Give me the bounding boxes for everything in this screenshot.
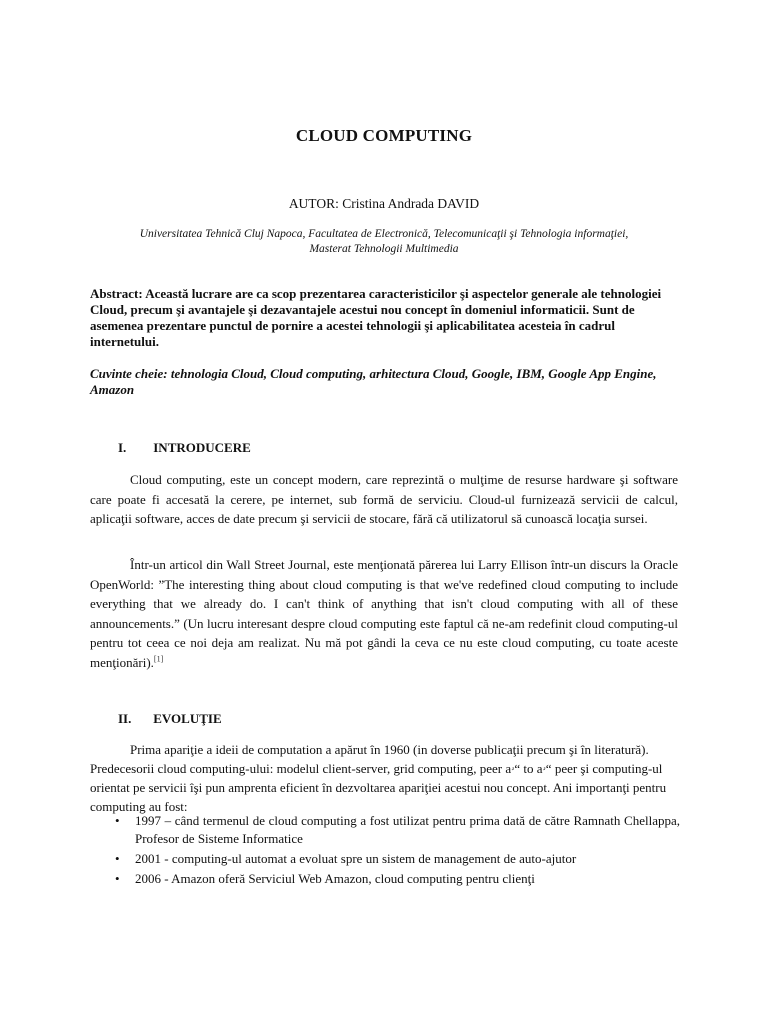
affiliation-line-2: Masterat Tehnologii Multimedia xyxy=(309,243,459,255)
list-item-text: 1997 – când termenul de cloud computing a fost utilizat pentru prima dată de către Ramnath Chellappa, Profesor de Sisteme Informatice xyxy=(135,813,680,846)
section-heading-evolutie xyxy=(118,711,222,727)
list-item xyxy=(115,812,680,848)
section-number: II. xyxy=(118,711,132,726)
bullet-icon: • xyxy=(115,813,120,828)
section-title: INTRODUCERE xyxy=(153,440,251,455)
affiliation-line-1: Universitatea Tehnică Cluj Napoca, Facultatea de Electronică, Telecomunicaţii şi Tehnologia informaţiei, xyxy=(139,228,629,240)
list-item xyxy=(115,870,680,888)
evolution-years-list xyxy=(115,812,680,890)
author-line: AUTOR: Cristina Andrada DAVID xyxy=(288,196,480,211)
affiliation xyxy=(0,227,768,257)
evolution-paragraph-1: Prima apariţie a ideii de computation a apărut în 1960 (in doverse publicaţii precum şi în literatură). Predecesorii cloud computing-ului: modelul client-server, grid computing, peer aۥ“ to aۥ“ peer şi computing-ul orientat pe servicii îşi pun amprenta eficient în dezvoltarea apariţiei acestui nou concept. Ani importanţi pentru computing au fost: xyxy=(90,742,667,814)
intro-paragraph-2 xyxy=(90,555,678,672)
section-title: EVOLUŢIE xyxy=(153,711,222,726)
bullet-icon: • xyxy=(115,851,120,866)
section-heading-introducere xyxy=(118,440,251,456)
bullet-icon: • xyxy=(115,871,120,886)
list-item-text: 2006 - Amazon oferă Serviciul Web Amazon, cloud computing pentru clienţi xyxy=(135,871,535,886)
intro-paragraph-2-text: Într-un articol din Wall Street Journal, este menţionată părerea lui Larry Ellison într-un discurs la Oracle OpenWorld: ”The interesting thing about cloud computing is that we've redefined cloud computing to include everything that we already do. I can't think of anything that isn't cloud computing with all of these announcements.” (Un lucru interesant despre cloud computing este faptul că ne-am redefinit cloud computing-ul pentru tot ceea ce noi deja am realizat. Nu mă pot gândi la ceva ce nu este cloud computing, cu toate aceste menţionări). xyxy=(90,557,678,670)
intro-paragraph-1: Cloud computing, este un concept modern, care reprezintă o mulţime de resurse hardware şi software care poate fi accesată la cerere, pe internet, sub formă de serviciu. Cloud-ul furnizează servicii de calcul, aplicaţii software, acces de date precum şi servicii de stocare, fără că utilizatorul să cunoască locaţia sursei. xyxy=(90,472,678,526)
abstract: Abstract: Această lucrare are ca scop prezentarea caracteristicilor şi aspectelor generale ale tehnologiei Cloud, precum şi avantajele şi dezavantajele acestui nou concept în domeniul informaticii. Sunt de asemenea prezentare punctul de pornire a acestei tehnologii şi aplicabilitatea acesteia în cadrul internetului. xyxy=(90,286,662,349)
list-item-text: 2001 - computing-ul automat a evoluat spre un sistem de management de auto-ajutor xyxy=(135,851,577,866)
keywords: Cuvinte cheie: tehnologia Cloud, Cloud computing, arhitectura Cloud, Google, IBM, Google App Engine, Amazon xyxy=(90,366,657,397)
citation-ref: [1] xyxy=(153,654,164,664)
list-item xyxy=(115,850,680,868)
document-title: CLOUD COMPUTING xyxy=(295,126,473,145)
section-number: I. xyxy=(118,440,127,455)
